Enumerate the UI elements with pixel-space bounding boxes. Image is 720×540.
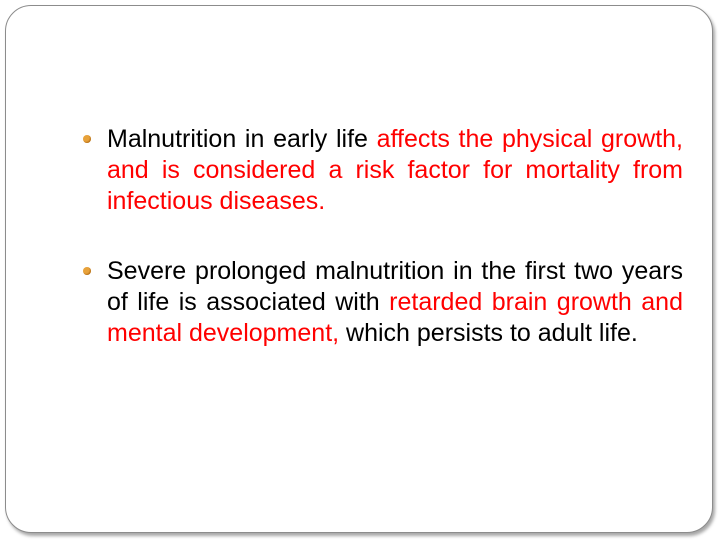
bullet-2-text-tail: which persists to adult life. [339, 319, 638, 347]
bullet-item-2 [83, 256, 683, 349]
slide-content [83, 124, 683, 349]
bullet-2-text-highlight: retarded brain growth and mental development, [107, 288, 683, 347]
bullet-1-text-highlight: affects the physical growth, and is considered a risk factor for mortality from infectious diseases. [107, 125, 683, 215]
bullet-dot-icon [83, 135, 91, 143]
bullet-1-text-plain: Malnutrition in early life [107, 125, 377, 153]
slide-frame [5, 5, 713, 533]
bullet-2-text-plain: Severe prolonged malnutrition in the first two years of life is associated with [107, 257, 683, 316]
bullet-item-1 [83, 124, 683, 217]
bullet-dot-icon [83, 267, 91, 275]
